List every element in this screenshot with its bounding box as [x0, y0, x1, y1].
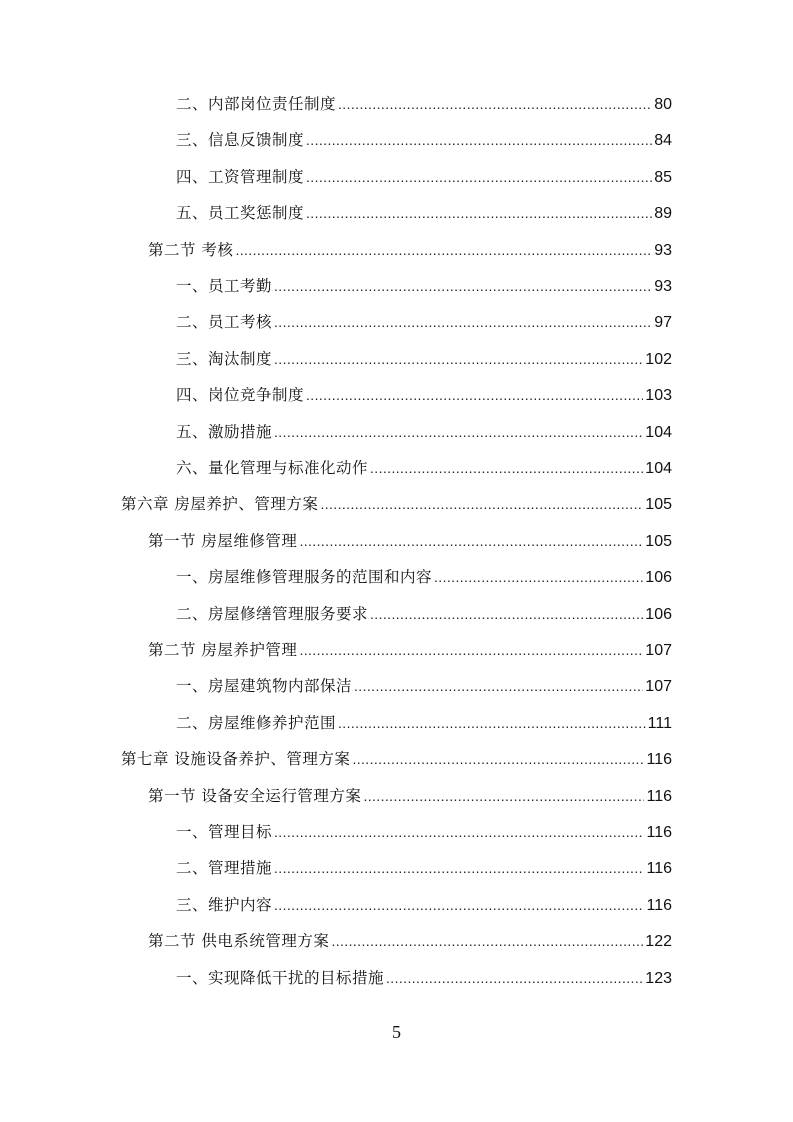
dot-leader — [386, 965, 643, 991]
toc-entry-page: 107 — [645, 678, 672, 696]
toc-entry-title: 六、量化管理与标准化动作 — [176, 459, 369, 477]
toc-entry-title: 第七章 设施设备养护、管理方案 — [121, 750, 351, 769]
dot-leader — [331, 928, 643, 954]
toc-entry-title: 第二节 供电系统管理方案 — [148, 932, 330, 951]
toc-entry-page: 105 — [645, 496, 672, 514]
dot-leader — [306, 382, 643, 408]
dot-leader — [354, 673, 643, 699]
toc-entry-page: 102 — [645, 350, 672, 368]
toc-entry[interactable] — [176, 965, 672, 991]
toc-entry-title: 五、员工奖惩制度 — [176, 204, 305, 223]
toc-entry-title: 三、信息反馈制度 — [176, 131, 305, 150]
toc-entry[interactable] — [176, 601, 672, 627]
toc-entry-page: 116 — [646, 860, 672, 878]
toc-entry-title: 一、实现降低干扰的目标措施 — [176, 968, 385, 987]
toc-section-entry[interactable] — [148, 237, 672, 263]
toc-entry-title: 二、员工考核 — [176, 313, 273, 332]
toc-entry-page: 106 — [645, 605, 672, 623]
toc-entry-title: 第六章 房屋养护、管理方案 — [121, 495, 319, 514]
dot-leader — [370, 601, 643, 627]
toc-entry-page: 104 — [645, 460, 672, 477]
toc-entry[interactable] — [176, 855, 672, 881]
toc-entry-title: 一、房屋维修管理服务的范围和内容 — [176, 568, 433, 587]
toc-entry-title: 三、维护内容 — [176, 895, 273, 914]
toc-entry[interactable] — [176, 164, 672, 190]
toc-entry-page: 105 — [645, 532, 672, 550]
toc-entry[interactable] — [176, 382, 672, 408]
toc-entry-title: 一、管理目标 — [176, 823, 273, 841]
toc-entry-title: 第一节 房屋维修管理 — [148, 531, 298, 550]
dot-leader — [274, 273, 652, 299]
toc-entry-title: 第一节 设备安全运行管理方案 — [148, 786, 362, 805]
toc-entry-page: 93 — [654, 241, 672, 259]
toc-entry[interactable] — [176, 455, 672, 481]
toc-entry-page: 103 — [645, 387, 672, 405]
dot-leader — [352, 746, 644, 772]
dot-leader — [306, 200, 652, 226]
toc-entry[interactable] — [176, 309, 672, 335]
toc-entry-page: 85 — [654, 168, 672, 186]
dot-leader — [274, 892, 644, 918]
dot-leader — [235, 237, 652, 263]
dot-leader — [274, 309, 652, 335]
dot-leader — [274, 819, 644, 845]
dot-leader — [274, 855, 644, 881]
toc-entry-title: 三、淘汰制度 — [176, 349, 273, 368]
toc-entry[interactable] — [176, 91, 672, 117]
toc-entry-title: 第二节 房屋养护管理 — [148, 641, 298, 659]
toc-entry-page: 116 — [646, 787, 672, 805]
dot-leader — [274, 346, 643, 372]
toc-entry[interactable] — [176, 710, 672, 736]
toc-entry-page: 106 — [645, 569, 672, 587]
toc-entry-page: 93 — [654, 278, 672, 295]
toc-entry-page: 97 — [654, 314, 672, 332]
toc-entry[interactable] — [176, 892, 672, 918]
toc-entry-page: 80 — [654, 96, 672, 113]
toc-entry[interactable] — [176, 564, 672, 590]
toc-entry[interactable] — [176, 127, 672, 153]
toc-entry-title: 四、岗位竞争制度 — [176, 386, 305, 405]
toc-entry-page: 122 — [645, 933, 672, 951]
toc-entry-page: 116 — [646, 751, 672, 769]
toc-entry[interactable] — [176, 419, 672, 445]
toc-entry[interactable] — [176, 273, 672, 299]
dot-leader — [338, 91, 652, 117]
dot-leader — [274, 419, 643, 445]
toc-entry-page: 123 — [645, 969, 672, 987]
toc-entry-page: 116 — [646, 896, 672, 914]
dot-leader — [370, 455, 643, 481]
toc-entry-title: 一、员工考勤 — [176, 277, 273, 295]
toc-entry-page: 116 — [646, 824, 672, 841]
toc-entry-title: 二、房屋维修养护范围 — [176, 713, 337, 732]
toc-entry[interactable] — [176, 673, 672, 699]
dot-leader — [434, 564, 643, 590]
toc-section-entry[interactable] — [148, 783, 672, 809]
toc-section-entry[interactable] — [148, 928, 672, 954]
dot-leader — [338, 710, 646, 736]
toc-entry-page: 104 — [645, 423, 672, 441]
dot-leader — [299, 528, 643, 554]
dot-leader — [363, 783, 644, 809]
toc-entry-title: 二、管理措施 — [176, 859, 273, 878]
toc-entry-title: 四、工资管理制度 — [176, 167, 305, 186]
toc-section-entry[interactable] — [148, 637, 672, 663]
toc-chapter-entry[interactable] — [121, 491, 672, 517]
toc-entry-title: 五、激励措施 — [176, 422, 273, 441]
toc-chapter-entry[interactable] — [121, 746, 672, 772]
page-number: 5 — [392, 1022, 401, 1042]
toc-entry-title: 一、房屋建筑物内部保洁 — [176, 677, 353, 696]
dot-leader — [299, 637, 643, 663]
toc-entry-title: 第二节 考核 — [148, 240, 234, 259]
toc-entry[interactable] — [176, 200, 672, 226]
toc-entry-page: 84 — [654, 132, 672, 150]
dot-leader — [306, 164, 652, 190]
toc-entry-page: 107 — [645, 642, 672, 659]
toc-entry-title: 二、内部岗位责任制度 — [176, 95, 337, 113]
dot-leader — [306, 127, 652, 153]
toc-entry[interactable] — [176, 346, 672, 372]
dot-leader — [320, 491, 643, 517]
toc-entry-page: 111 — [647, 714, 672, 732]
toc-entry-title: 二、房屋修缮管理服务要求 — [176, 604, 369, 623]
toc-entry-page: 89 — [654, 205, 672, 223]
toc-entry[interactable] — [176, 819, 672, 845]
toc-section-entry[interactable] — [148, 528, 672, 554]
